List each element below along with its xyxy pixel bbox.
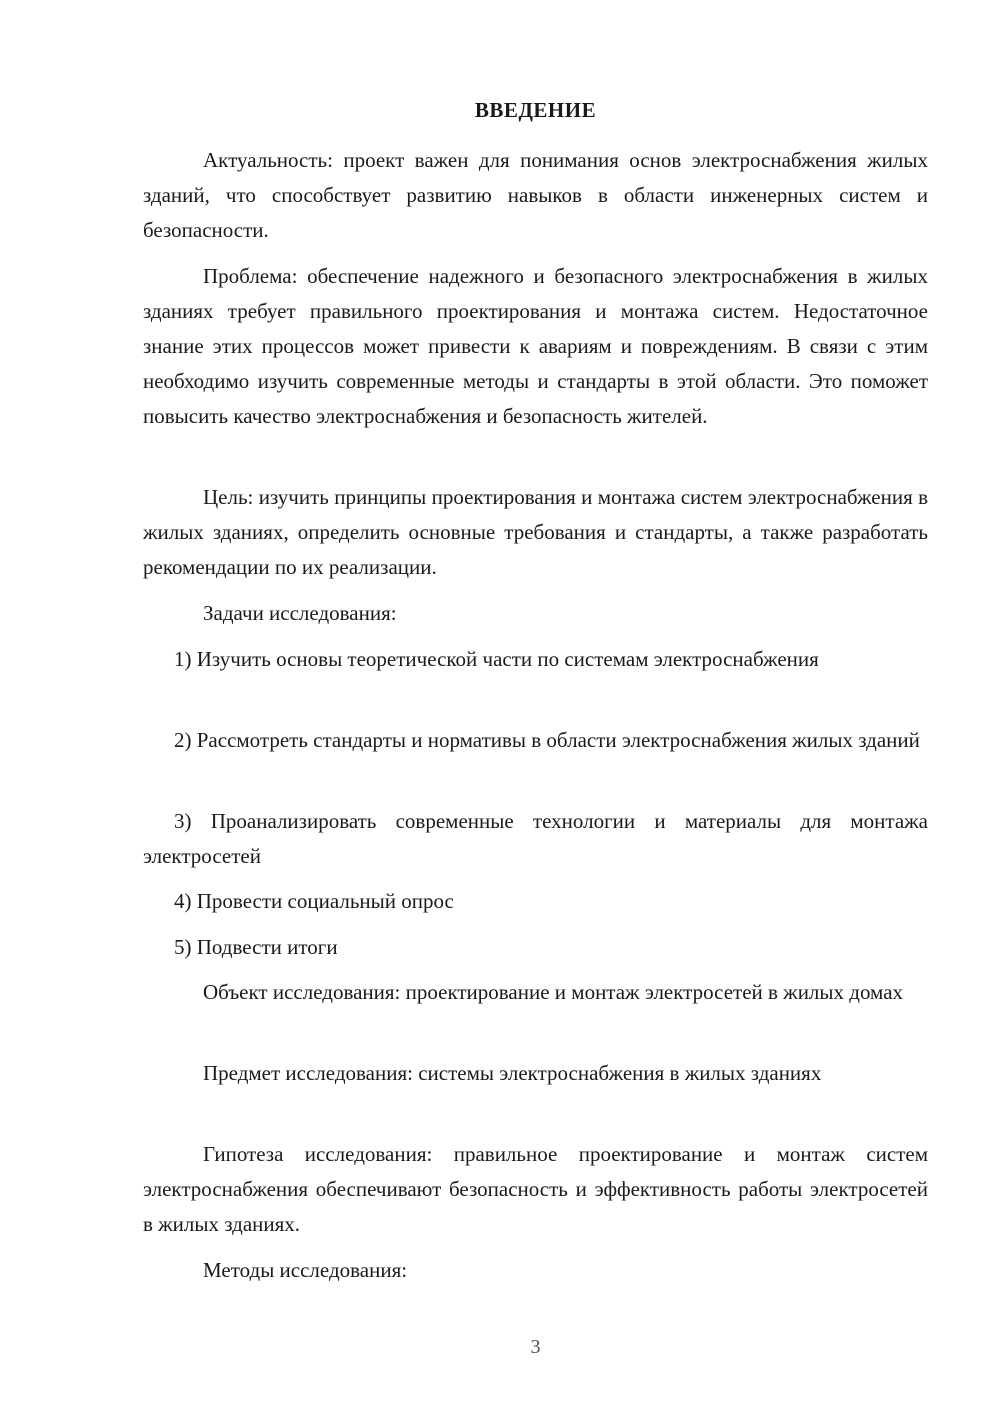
document-page bbox=[143, 0, 928, 1414]
relevance-paragraph: Актуальность: проект важен для понимания основ электроснабжения жилых зданий, что способствует развитию навыков в области инженерных систем и безопасности. bbox=[143, 148, 928, 242]
tasks-heading: Задачи исследования: bbox=[203, 601, 397, 625]
hypothesis-paragraph: Гипотеза исследования: правильное проектирование и монтаж систем электроснабжения обеспечивают безопасность и эффективность работы электросетей в жилых зданиях. bbox=[143, 1142, 928, 1236]
task-item-3: 3) Проанализировать современные технологии и материалы для монтажа электросетей bbox=[143, 809, 928, 868]
page-number: 3 bbox=[530, 1336, 541, 1358]
object-paragraph: Объект исследования: проектирование и монтаж электросетей в жилых домах bbox=[203, 980, 904, 1004]
task-item-2: 2) Рассмотреть стандарты и нормативы в области электроснабжения жилых зданий bbox=[174, 728, 920, 752]
page-title: ВВЕДЕНИЕ bbox=[474, 98, 597, 122]
task-item-5: 5) Подвести итоги bbox=[174, 935, 338, 959]
problem-paragraph: Проблема: обеспечение надежного и безопасного электроснабжения в жилых зданиях требует правильного проектирования и монтажа систем. Недостаточное знание этих процессов может привести к авариям и повреждениям. В связи с этим необходимо изучить современные методы и стандарты в этой области. Это поможет повысить качество электроснабжения и безопасность жителей. bbox=[143, 264, 928, 428]
methods-heading: Методы исследования: bbox=[203, 1258, 408, 1282]
task-item-1: 1) Изучить основы теоретической части по системам электроснабжения bbox=[174, 647, 819, 671]
task-item-4: 4) Провести социальный опрос bbox=[174, 889, 454, 913]
subject-paragraph: Предмет исследования: системы электроснабжения в жилых зданиях bbox=[203, 1061, 822, 1085]
goal-paragraph: Цель: изучить принципы проектирования и монтажа систем электроснабжения в жилых зданиях, определить основные требования и стандарты, а также разработать рекомендации по их реализации. bbox=[143, 485, 928, 579]
